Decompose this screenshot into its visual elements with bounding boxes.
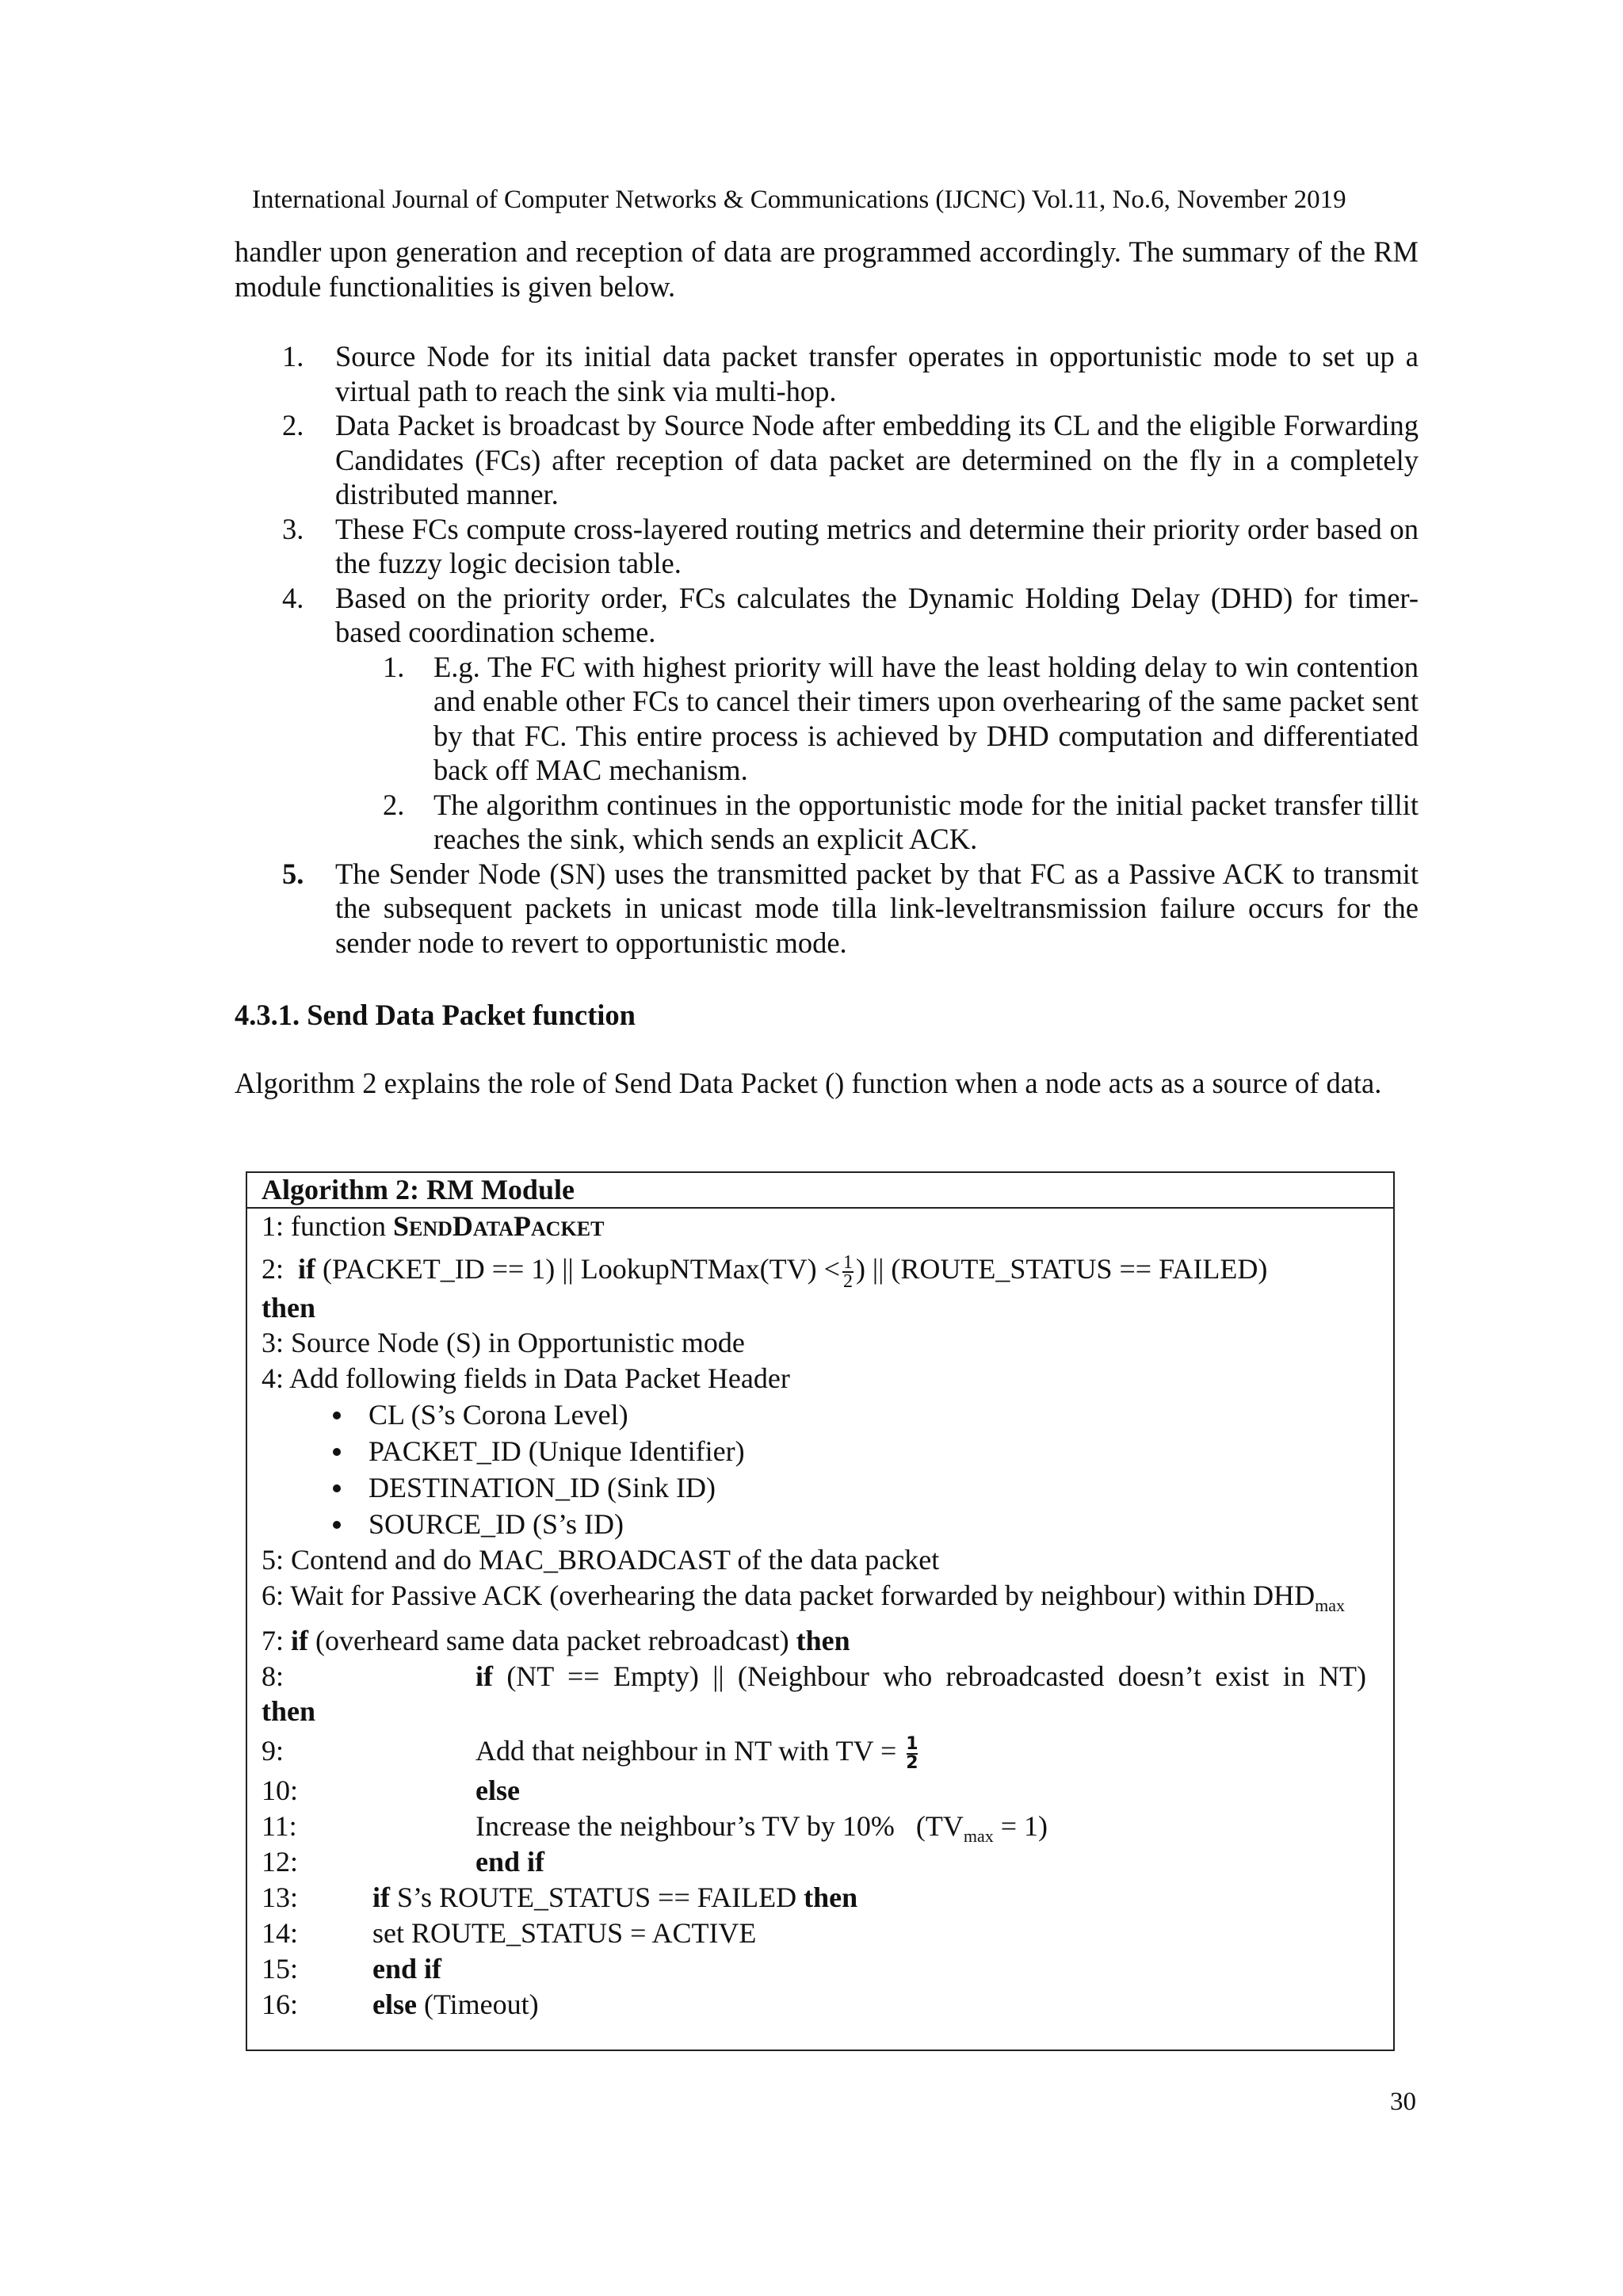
header-fields-list [262,1396,1379,1542]
algo-line-9-content [475,1729,921,1773]
header-field-item: DESTINATION_ID (Sink ID) [262,1469,1379,1506]
fraction-one-half [906,1733,918,1773]
keyword-else: else [475,1774,520,1806]
algo-line-8-text: (NT == Empty) || (Neighbour who rebroadcasted doesn’t exist in NT) [493,1660,1366,1692]
algo-line-11-text: Increase the neighbour’s TV by 10% (TV [475,1809,964,1842]
algo-line-2-condition-end: ) || (ROUTE_STATUS == FAILED) [855,1253,1268,1285]
sub-list-item [335,788,1419,857]
keyword-if: if [291,1624,309,1656]
list-item-number: 3. [282,512,304,545]
header-field-item: CL (S’s Corona Level) [262,1396,1379,1433]
algo-line-9-text: Add that neighbour in NT with TV = [475,1734,904,1767]
keyword-if: if [475,1660,493,1692]
function-name-part: ACKET [530,1217,605,1240]
algo-line-8-content [475,1659,1366,1694]
algo-line-13-content [372,1880,857,1916]
sub-list [335,650,1419,857]
sub-list-item-number: 1. [383,650,405,683]
sub-list-item-number: 2. [383,788,405,821]
algo-line-11 [262,1809,1379,1847]
keyword-if: if [372,1881,390,1913]
list-item [235,512,1419,581]
list-item-number: 4. [282,581,304,614]
function-name-part: D [452,1210,473,1242]
intro-paragraph: handler upon generation and reception of data are programmed accordingly. The summary of the RM module functionalities is given below. [235,235,1419,303]
algo-line-14-text: set ROUTE_STATUS = ACTIVE [372,1916,757,1949]
algo-line-14 [262,1916,1379,1951]
list-item-text: These FCs compute cross-layered routing metrics and determine their priority order based on the fuzzy logic decision table. [335,512,1419,579]
page-number: 30 [1390,2088,1416,2116]
algo-line-15 [262,1951,1379,1987]
algo-line-4: 4: Add following fields in Data Packet Header [262,1362,790,1394]
algo-line-13 [262,1880,1379,1916]
list-item-text: The Sender Node (SN) uses the transmitted packet by that FC as a Passive ACK to transmit the subsequent packets in unicast mode tilla link-leveltransmission failure occurs for the sender node to revert to opportunistic mode. [335,857,1419,959]
line-number: 7: [262,1624,285,1656]
algo-line-2-condition: (PACKET_ID == 1) || LookupNTMax(TV) < [315,1253,840,1285]
section-paragraph: Algorithm 2 explains the role of Send Data Packet () function when a node acts as a source of data. [235,1067,1382,1099]
list-item [235,581,1419,857]
keyword-end-if: end if [475,1845,545,1878]
rm-functionality-list [235,339,1419,960]
algo-line-1-prefix: 1: function [262,1210,393,1242]
list-item-number: 1. [282,340,304,372]
fraction-one-half [842,1251,854,1292]
list-item-text: Source Node for its initial data packet transfer operates in opportunistic mode to set up a virtual path to reach the sink via multi-hop. [335,340,1419,407]
header-field-item: SOURCE_ID (S’s ID) [262,1506,1379,1542]
line-number: 13: [262,1881,299,1913]
algo-line-2 [262,1251,1379,1325]
function-name-part: S [392,1210,410,1242]
algo-line-16-content [372,1987,539,2023]
function-name-part: ATA [472,1217,514,1240]
algo-line-7 [262,1623,1379,1659]
sub-list-item [335,650,1419,788]
list-item-text: Based on the priority order, FCs calculates the Dynamic Holding Delay (DHD) for timer-based coordination scheme. [335,581,1419,648]
header-field-item: PACKET_ID (Unique Identifier) [262,1433,1379,1469]
list-item-number: 2. [282,409,304,441]
algo-line-5: 5: Contend and do MAC_BROADCAST of the data packet [262,1543,940,1576]
section-heading: 4.3.1. Send Data Packet function [235,999,636,1031]
list-item [235,857,1419,961]
list-item [235,339,1419,408]
algo-line-13-text: S’s ROUTE_STATUS == FAILED [390,1881,804,1913]
line-number: 15: [262,1952,299,1985]
fraction-denominator: 2 [842,1270,853,1292]
algorithm-body [247,1209,1393,2023]
keyword-else: else [372,1988,417,2020]
list-item-text: Data Packet is broadcast by Source Node after embedding its CL and the eligible Forwarding Candidates (FCs) after reception of data packet are determined on the fly in a completely distributed manner. [335,409,1419,510]
algo-line-6 [262,1578,1379,1623]
line-number: 9: [262,1734,285,1767]
line-number: 2: [262,1253,285,1285]
sub-list-item-text: E.g. The FC with highest priority will have the least holding delay to win contention and enable other FCs to cancel their timers upon overhearing of the same packet sent by that FC. This entire process is achieved by DHD computation and differentiated back off MAC mechanism. [433,650,1419,786]
function-name-part: END [409,1217,453,1240]
algo-line-1 [262,1209,1379,1247]
keyword-then: then [262,1694,316,1727]
algo-line-16 [262,1987,1379,2023]
keyword-then: then [804,1881,858,1913]
subscript-max: max [963,1826,994,1847]
sub-list-item-text: The algorithm continues in the opportunistic mode for the initial packet transfer tillit reaches the sink, which sends an explicit ACK. [433,788,1419,855]
journal-header: International Journal of Computer Networks & Communications (IJCNC) Vol.11, No.6, November 2019 [252,185,1346,214]
line-number: 14: [262,1916,299,1949]
algo-line-3: 3: Source Node (S) in Opportunistic mode [262,1326,745,1358]
line-number: 10: [262,1774,299,1806]
algo-line-16-text: (Timeout) [416,1988,539,2020]
algo-line-9 [262,1729,1379,1773]
keyword-then: then [262,1291,316,1324]
algo-line-11-end: = 1) [993,1809,1048,1842]
algo-line-8 [262,1659,1379,1729]
list-item-number: 5. [282,857,304,890]
algorithm-title: Algorithm 2: RM Module [247,1173,1393,1209]
algo-line-7-text: (overheard same data packet rebroadcast) [308,1624,796,1656]
line-number: 12: [262,1845,299,1878]
algo-line-12 [262,1844,1379,1880]
fraction-numerator: 1 [906,1733,918,1754]
subscript-max: max [1315,1595,1345,1615]
list-item [235,408,1419,512]
keyword-then: then [796,1624,850,1656]
line-number: 16: [262,1988,299,2020]
function-name-part: P [513,1210,531,1242]
line-number: 11: [262,1809,297,1842]
fraction-numerator: 1 [842,1251,853,1273]
algo-line-10 [262,1773,1379,1809]
keyword-end-if: end if [372,1952,442,1985]
algorithm-box [246,1171,1395,2051]
keyword-if: if [298,1253,316,1285]
algo-line-6-text: 6: Wait for Passive ACK (overhearing the data packet forwarded by neighbour) within DHD [262,1579,1316,1611]
line-number: 8: [262,1660,285,1692]
fraction-denominator: 2 [906,1752,918,1773]
